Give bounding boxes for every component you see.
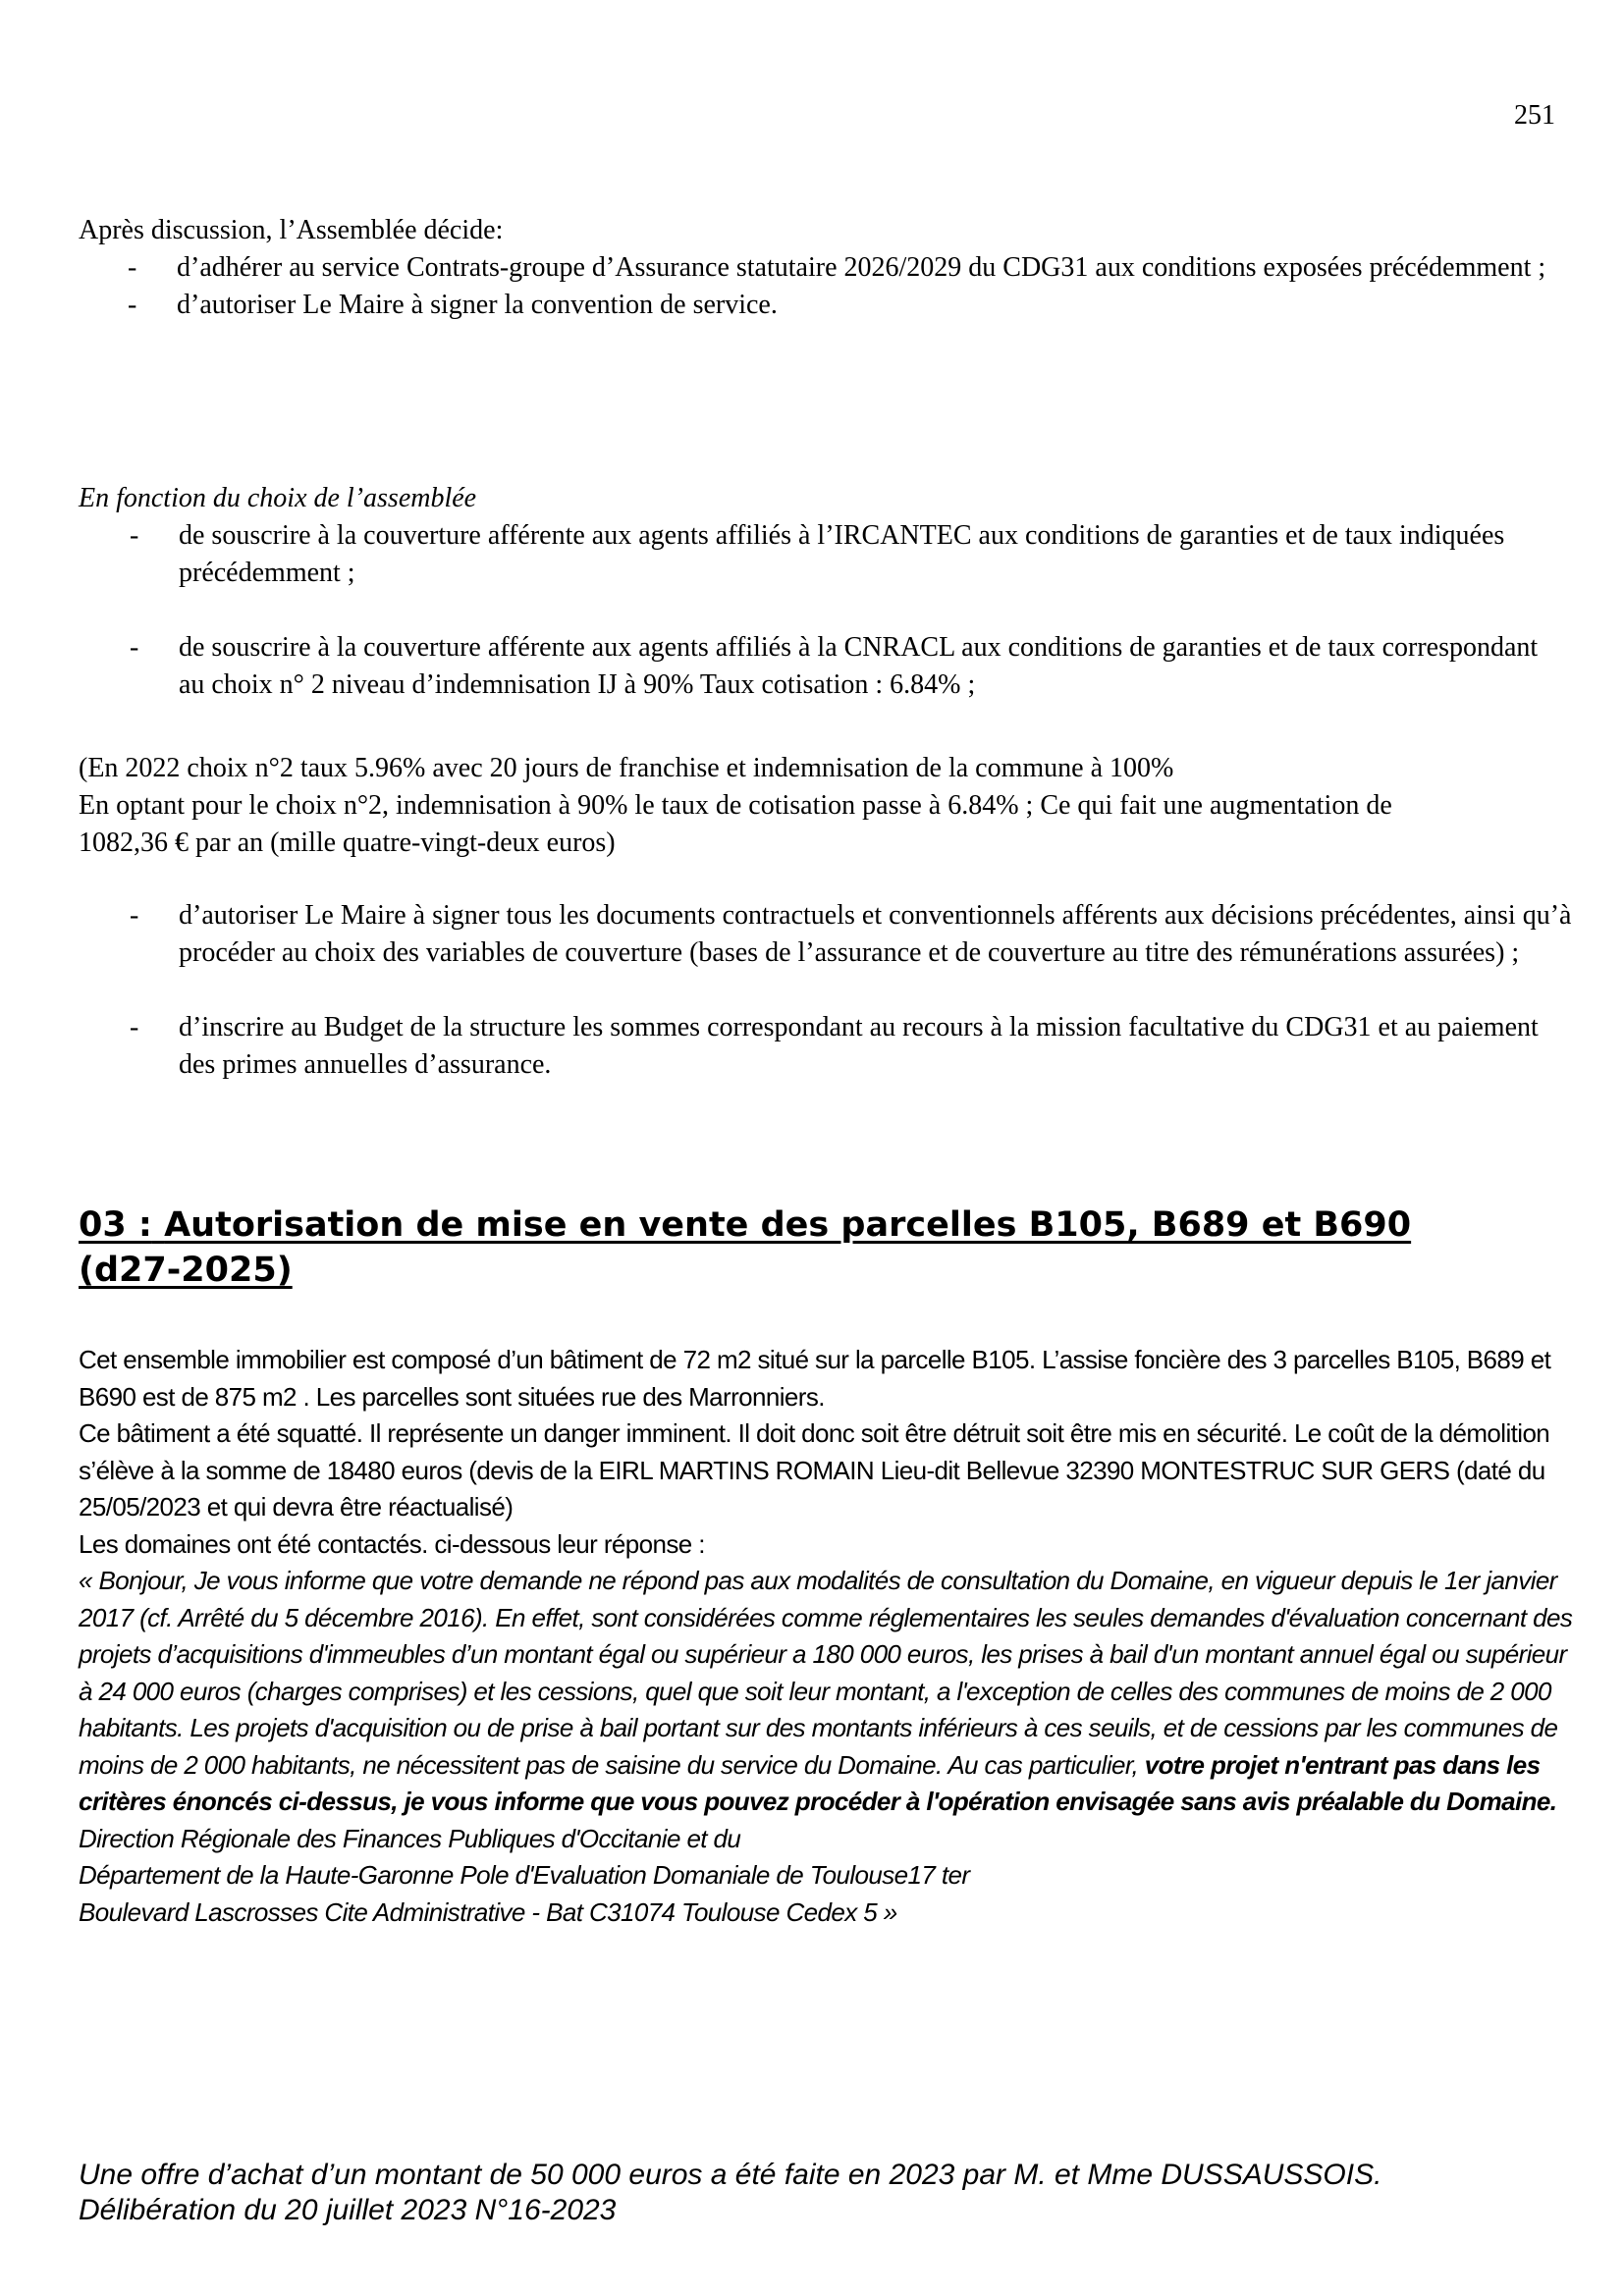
list-item-text: de souscrire à la couverture afférente aux agents affiliés à l’IRCANTEC aux conditions de garanties et de taux indiquées précédemment ; [179, 520, 1505, 588]
offer-line-1: Une offre d’achat d’un montant de 50 000 euros a été faite en 2023 par M. et Mme DUSSAUSSOIS. [79, 2159, 1382, 2191]
list-item [81, 517, 1545, 592]
list-item-text: d’autoriser Le Maire à signer tous les documents contractuels et conventionnels afférents aux décisions précédentes, ainsi qu’à procéder au choix des variables de couverture (bases de l’assurance et de couverture au titre des rémunérations assurées) ; [179, 900, 1572, 968]
authorizations-list [81, 897, 1575, 1084]
offer-block [79, 2158, 1591, 2228]
list-item [81, 629, 1545, 704]
bullet-dash: - [130, 520, 139, 551]
note-line-1: (En 2022 choix n°2 taux 5.96% avec 20 jours de franchise et indemnisation de la commune à 100% [79, 753, 1174, 783]
note-line-2: En optant pour le choix n°2, indemnisation à 90% le taux de cotisation passe à 6.84% ; Ce qui fait une augmentation de 1082,36 € par an (mille quatre-vingt-deux euros) [79, 790, 1392, 858]
list-item-text: d’adhérer au service Contrats-groupe d’Assurance statutaire 2026/2029 du CDG31 aux conditions exposées précédemment ; [177, 252, 1546, 283]
choice-list [81, 517, 1545, 704]
signature-line-3: Boulevard Lascrosses Cite Administrative - Bat C31074 Toulouse Cedex 5 » [79, 1896, 897, 1927]
section-title: Autorisation de mise en vente des parcelles B105, B689 et B690 [164, 1205, 1412, 1245]
page-number: 251 [1514, 100, 1555, 131]
decision-intro: Après discussion, l’Assemblée décide: [79, 215, 504, 245]
list-item-text: d’inscrire au Budget de la structure les sommes correspondant au recours à la mission facultative du CDG31 et au paiement des primes annuelles d’assurance. [179, 1012, 1539, 1080]
list-item [81, 1009, 1575, 1084]
authorizations-block [79, 897, 1575, 1084]
signature-line-1: Direction Régionale des Finances Publiques d'Occitanie et du [79, 1823, 741, 1853]
bullet-dash: - [130, 900, 139, 931]
bullet-dash: - [130, 632, 139, 663]
list-item [81, 897, 1575, 972]
body-block [79, 1342, 1577, 1931]
decision-block [79, 212, 1565, 324]
decision-list [79, 249, 1565, 324]
spacer [81, 592, 1545, 629]
list-item [79, 249, 1565, 287]
bullet-dash: - [130, 1012, 139, 1042]
offer-line-2: Délibération du 20 juillet 2023 N°16-2023 [79, 2194, 617, 2226]
note-block [79, 750, 1487, 862]
list-item-text: de souscrire à la couverture afférente aux agents affiliés à la CNRACL aux conditions de garanties et de taux correspondant au choix n° 2 niveau d’indemnisation IJ à 90% Taux cotisation : 6.84% ; [179, 632, 1539, 700]
section-number: 03 : [79, 1205, 152, 1245]
bullet-dash: - [128, 290, 137, 320]
signature-line-2: Département de la Haute-Garonne Pole d'Evaluation Domaniale de Toulouse17 ter [79, 1860, 970, 1890]
section-ref: (d27-2025) [79, 1251, 293, 1290]
spacer [81, 972, 1575, 1009]
body-paragraph-2: Ce bâtiment a été squatté. Il représente un danger imminent. Il doit donc soit être détruit soit être mis en sécurité. Le coût de la démolition s’élève à la somme de 18480 euros (devis de la EIRL MARTINS ROMAIN Lieu-dit Bellevue 32390 MONTESTRUC SUR GERS (daté du 25/05/2023 et qui devra être réactualisé) [79, 1418, 1550, 1522]
body-paragraph-1: Cet ensemble immobilier est composé d’un bâtiment de 72 m2 situé sur la parcelle B105. L’assise foncière des 3 parcelles B105, B689 et B690 est de 875 m2 . Les parcelles sont situées rue des Marronniers. [79, 1345, 1551, 1412]
body-paragraph-3: Les domaines ont été contactés. ci-dessous leur réponse : [79, 1528, 705, 1559]
section-heading [79, 1202, 1453, 1293]
quote-text: « Bonjour, Je vous informe que votre demande ne répond pas aux modalités de consultation du Domaine, en vigueur depuis le 1er janvier 2017 (cf. Arrêté du 5 décembre 2016). En effet, sont considérées comme réglementaires les seules demandes d'évaluation concernant des projets d’acquisitions d'immeubles d’un montant égal ou supérieur a 180 000 euros, les prises à bail d'un montant annuel égal ou supérieur à 24 000 euros (charges comprises) et les cessions, quel que soit leur montant, a l'exception de celles des communes de moins de 2 000 habitants. Les projets d'acquisition ou de prise à bail portant sur des montants inférieurs à ces seuils, et de cessions par les communes de moins de 2 000 habitants, ne nécessitent pas de saisine du service du Domaine. Au cas particulier, [79, 1566, 1573, 1780]
list-item [79, 287, 1565, 324]
bullet-dash: - [128, 252, 137, 283]
list-item-text: d’autoriser Le Maire à signer la convention de service. [177, 290, 778, 320]
quote-bold-text: votre projet n'entrant pas dans les critères énoncés ci-dessus, je vous informe que vous pouvez procéder à l'opération envisagée sans avis préalable du Domaine. [79, 1749, 1557, 1816]
choice-block [79, 480, 1545, 704]
choice-title: En fonction du choix de l’assemblée [79, 483, 477, 513]
domain-quote [79, 1563, 1577, 1821]
